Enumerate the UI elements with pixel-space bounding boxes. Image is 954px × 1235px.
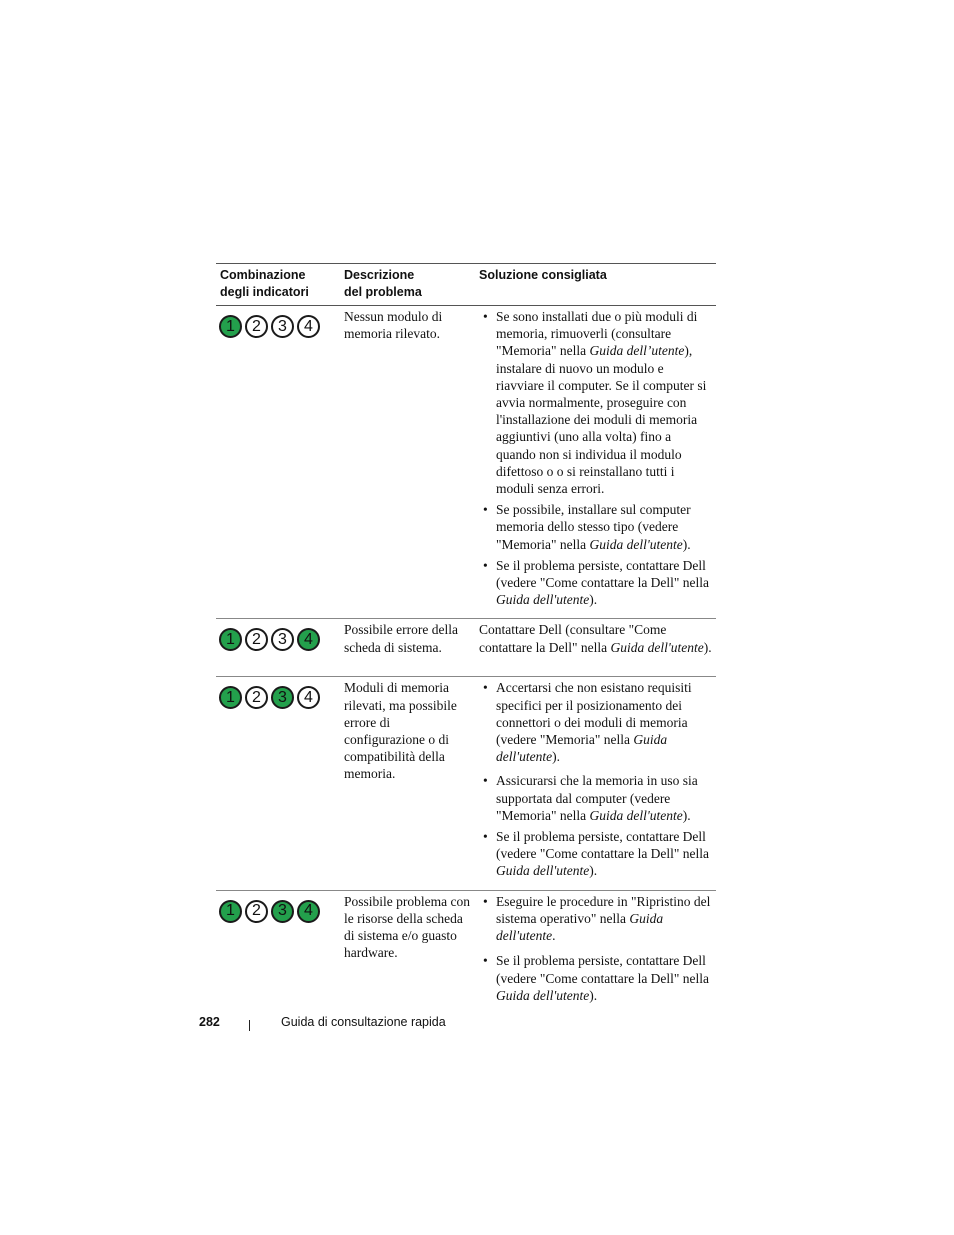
diagnostic-light-1-icon: 1: [219, 628, 242, 651]
header-col2-line2: del problema: [344, 285, 422, 299]
footer-separator: [249, 1020, 250, 1031]
solution-cell: [475, 890, 716, 1014]
indicator-cell: [216, 306, 340, 619]
header-problem-description: [340, 264, 475, 306]
diagnostic-light-3-icon: 3: [271, 315, 294, 338]
solution-item: • Se il problema persiste, contattare Dell (vedere "Come contattare la Dell" nella Guida dell'utente).: [479, 952, 712, 1004]
solution-cell: [475, 306, 716, 619]
table-row: [216, 677, 716, 890]
solution-text: Contattare Dell (consultare "Come contattare la Dell" nella Guida dell'utente).: [479, 622, 712, 655]
diagnostic-light-3-icon: 3: [271, 628, 294, 651]
solution-cell: [475, 677, 716, 890]
diagnostic-lights: [219, 686, 336, 709]
problem-description: Possibile errore della scheda di sistema.: [340, 619, 475, 677]
diagnostic-lights: [219, 628, 336, 651]
solution-list: [479, 893, 712, 1004]
solution-item: • Se possibile, installare sul computer memoria dello stesso tipo (vedere "Memoria" nella Guida dell'utente).: [479, 501, 712, 553]
table-row: [216, 890, 716, 1014]
header-col1-line2: degli indicatori: [220, 285, 309, 299]
diagnostic-light-4-icon: 4: [297, 315, 320, 338]
indicator-cell: [216, 619, 340, 677]
diagnostic-light-1-icon: 1: [219, 900, 242, 923]
diagnostic-light-1-icon: 1: [219, 686, 242, 709]
solution-item: • Accertarsi che non esistano requisiti specifici per il posizionamento dei connettori o dei moduli di memoria (vedere "Memoria" nella Guida dell'utente).: [479, 679, 712, 765]
problem-description: Possibile problema con le risorse della scheda di sistema e/o guasto hardware.: [344, 893, 470, 961]
indicator-cell: [216, 677, 340, 890]
table-row: [216, 619, 716, 677]
indicator-cell: [216, 890, 340, 1014]
diagnostic-light-4-icon: 4: [297, 686, 320, 709]
header-recommended-solution: [475, 264, 716, 306]
solution-item: • Se il problema persiste, contattare Dell (vedere "Come contattare la Dell" nella Guida dell'utente).: [479, 557, 712, 609]
table-header-row: [216, 264, 716, 306]
diagnostic-light-3-icon: 3: [271, 900, 294, 923]
solution-item: • Se sono installati due o più moduli di memoria, rimuoverli (consultare "Memoria" nella Guida dell’utente), instalare di nuovo un modulo e riavviare il computer. Se il computer si avvia normalmente, proseguire con l'installazione dei moduli di memoria aggiuntivi (uno alla volta) fino a quando non si individua il modulo difettoso o o si reinstallano tutti i moduli senza errori.: [479, 308, 712, 497]
diagnostic-lights: [219, 315, 336, 338]
page-footer: [0, 1015, 954, 1035]
diagnostic-light-1-icon: 1: [219, 315, 242, 338]
solution-item: • Assicurarsi che la memoria in uso sia supportata dal computer (vedere "Memoria" nella Guida dell'utente).: [479, 772, 712, 824]
diagnostic-light-4-icon: 4: [297, 900, 320, 923]
header-col3: Soluzione consigliata: [479, 268, 607, 282]
footer-title: Guida di consultazione rapida: [281, 1015, 446, 1029]
solution-cell: [475, 619, 716, 677]
problem-description: Moduli di memoria rilevati, ma possibile errore di configurazione o di compatibilità della memoria.: [340, 677, 475, 890]
header-col1-line1: Combinazione: [220, 268, 306, 282]
header-indicator-combination: [216, 264, 340, 306]
header-col2-line1: Descrizione: [344, 268, 415, 282]
diagnostic-light-4-icon: 4: [297, 628, 320, 651]
table-row: [216, 306, 716, 619]
solution-list: [479, 308, 712, 608]
solution-item: • Eseguire le procedure in "Ripristino del sistema operativo" nella Guida dell'utente.: [479, 893, 712, 945]
diagnostic-light-2-icon: 2: [245, 315, 268, 338]
diagnostic-lights: [219, 900, 336, 923]
page-number: 282: [199, 1015, 220, 1029]
diagnostic-light-2-icon: 2: [245, 686, 268, 709]
problem-description: Nessun modulo di memoria rilevato.: [340, 306, 475, 619]
solution-list: [479, 679, 712, 879]
diagnostic-light-3-icon: 3: [271, 686, 294, 709]
diagnostic-light-2-icon: 2: [245, 628, 268, 651]
indicator-table: [216, 263, 716, 1014]
diagnostic-light-2-icon: 2: [245, 900, 268, 923]
solution-item: • Se il problema persiste, contattare Dell (vedere "Come contattare la Dell" nella Guida dell'utente).: [479, 828, 712, 880]
